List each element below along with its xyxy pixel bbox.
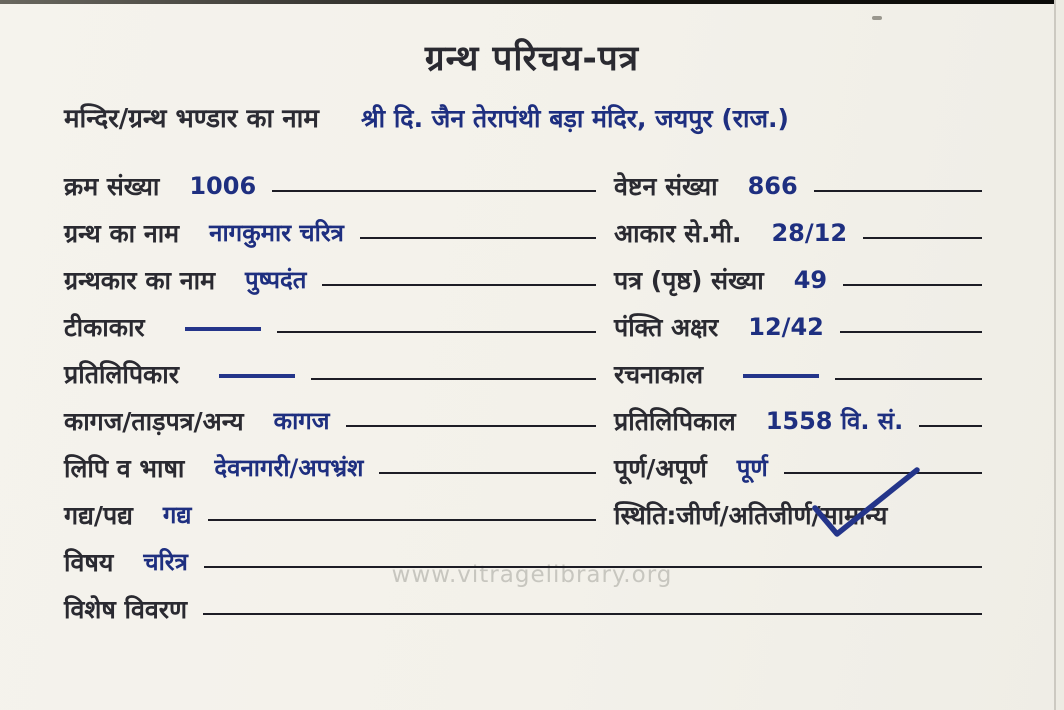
field-label: रचनाकाल — [614, 359, 704, 389]
field-value: 1006 — [189, 171, 257, 200]
rule-line — [360, 237, 596, 239]
field-label: लिपि व भाषा — [64, 453, 185, 483]
field-label: वेष्टन संख्या — [614, 171, 718, 201]
field-author-name — [64, 249, 614, 296]
rule-line — [919, 425, 982, 427]
form-row-author-pages — [64, 249, 984, 296]
handwritten-dash — [185, 327, 261, 331]
form-row-prose-condition — [64, 484, 984, 531]
watermark: www.vitragelibrary.org — [391, 562, 673, 588]
field-label: आकार से.मी. — [614, 218, 742, 248]
field-label: स्थिति:जीर्ण/अतिजीर्ण/ — [614, 500, 821, 530]
field-value: चरित्र — [143, 547, 188, 576]
repository-name-value: श्री दि. जैन तेरापंथी बड़ा मंदिर, जयपुर (राज.) — [360, 104, 789, 133]
field-material — [64, 390, 614, 437]
field-label: गद्य/पद्य — [64, 500, 133, 530]
field-value: 866 — [747, 171, 798, 200]
form-rows — [0, 135, 1064, 625]
field-value: पूर्ण — [736, 453, 768, 482]
field-label: पूर्ण/अपूर्ण — [614, 453, 707, 483]
field-composition-date — [614, 343, 984, 390]
rule-line — [863, 237, 982, 239]
rule-line — [843, 284, 982, 286]
rule-line — [346, 425, 596, 427]
field-prose-verse — [64, 484, 614, 531]
scan-top-edge — [0, 0, 1064, 4]
rule-line — [204, 566, 982, 568]
field-value: नागकुमार चरित्र — [209, 218, 344, 247]
field-special-details — [64, 578, 984, 625]
field-label: क्रम संख्या — [64, 171, 160, 201]
checkmark-icon — [805, 464, 927, 542]
field-label: प्रतिलिपिकार — [64, 359, 179, 389]
rule-line — [840, 331, 982, 333]
field-label: विशेष विवरण — [64, 594, 188, 624]
field-label: टीकाकार — [64, 312, 145, 342]
header-row — [0, 81, 1064, 135]
repository-name-label: मन्दिर/ग्रन्थ भण्डार का नाम — [64, 104, 319, 134]
field-lines-letters — [614, 296, 984, 343]
field-complete-incomplete — [614, 437, 984, 484]
rule-line — [203, 613, 982, 615]
rule-line — [835, 378, 982, 380]
rule-line — [208, 519, 596, 521]
form-row-title-size — [64, 202, 984, 249]
page-title: ग्रन्थ परिचय-पत्र — [424, 39, 640, 79]
rule-line — [277, 331, 596, 333]
field-value: गद्य — [162, 500, 192, 529]
field-serial-number — [64, 155, 614, 202]
rule-line — [379, 472, 596, 474]
rule-line — [814, 190, 982, 192]
field-label: ग्रन्थकार का नाम — [64, 265, 216, 295]
field-label: ग्रन्थ का नाम — [64, 218, 180, 248]
form-row-serial-bundle — [64, 155, 984, 202]
scan-speck — [872, 16, 882, 20]
condition-marked-option — [821, 500, 888, 531]
field-page-count — [614, 249, 984, 296]
field-size-cm — [614, 202, 984, 249]
field-script-language — [64, 437, 614, 484]
field-commentator — [64, 296, 614, 343]
field-value: कागज — [273, 406, 330, 435]
field-value: 49 — [793, 265, 828, 294]
field-label: कागज/ताड़पत्र/अन्य — [64, 406, 244, 436]
field-value: 28/12 — [771, 218, 848, 247]
field-label: प्रतिलिपिकाल — [614, 406, 736, 436]
rule-line — [322, 284, 596, 286]
field-value: देवनागरी/अपभ्रंश — [214, 453, 364, 482]
field-copy-date — [614, 390, 984, 437]
scan-right-edge — [1054, 0, 1064, 710]
form-row-copyist-composedate — [64, 343, 984, 390]
rule-line — [272, 190, 596, 192]
field-bundle-number — [614, 155, 984, 202]
handwritten-dash — [743, 374, 819, 378]
field-value: 1558 वि. सं. — [765, 406, 904, 435]
field-copyist — [64, 343, 614, 390]
form-row-material-copydate — [64, 390, 984, 437]
form-row-commentator-lines — [64, 296, 984, 343]
form-row-special-details — [64, 578, 984, 625]
rule-line — [311, 378, 596, 380]
field-condition — [614, 484, 984, 531]
field-label: पंक्ति अक्षर — [614, 312, 719, 342]
field-label: पत्र (पृष्ठ) संख्या — [614, 265, 764, 295]
field-granth-name — [64, 202, 614, 249]
field-label: विषय — [64, 547, 114, 577]
field-value: 12/42 — [748, 312, 824, 341]
field-label: सामान्य — [820, 500, 888, 530]
field-value: पुष्पदंत — [245, 265, 307, 294]
handwritten-dash — [219, 374, 295, 378]
